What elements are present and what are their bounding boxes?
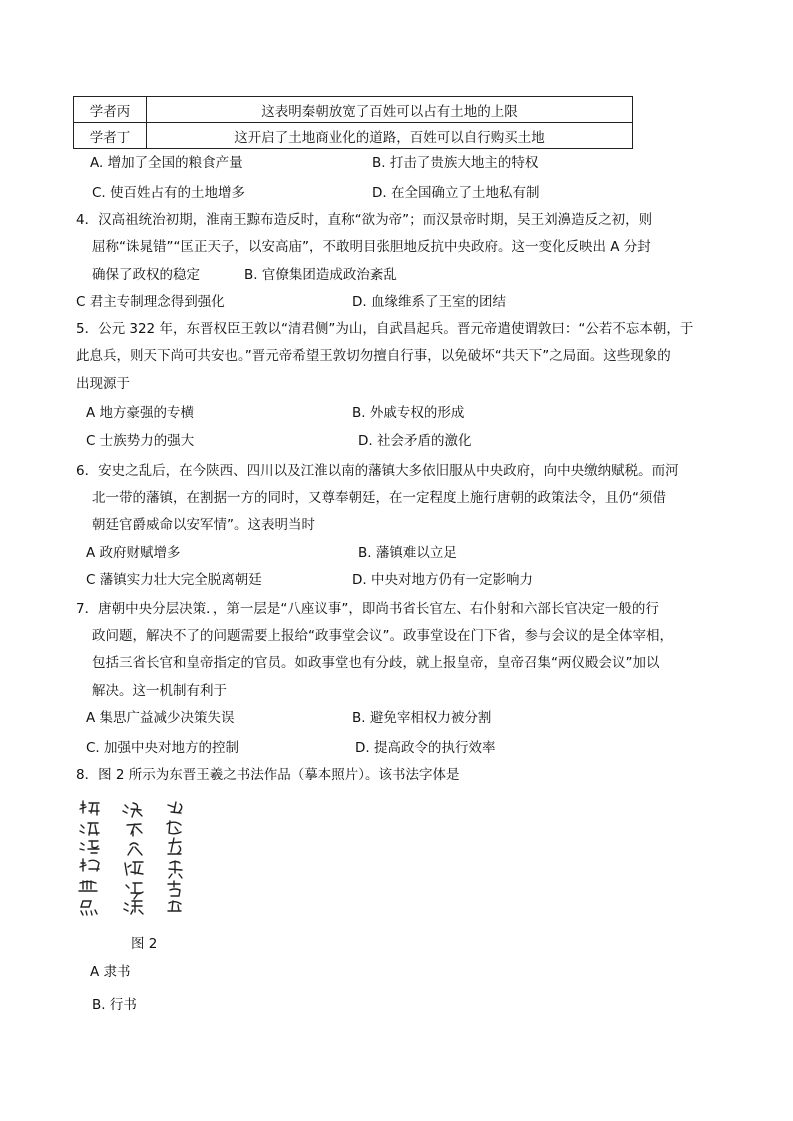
q6-option-a: A 政府财赋增多 xyxy=(86,545,181,561)
q3-option-d: D. 在全国确立了土地私有制 xyxy=(372,185,540,201)
q8-option-a: A 隶书 xyxy=(90,964,131,980)
q5-option-b: B. 外戚专权的形成 xyxy=(352,405,465,421)
q6-stem-line-2: 北一带的藩镇，在割据一方的同时，又尊奉朝廷，在一定程度上施行唐朝的政策法令，且仍“须借 xyxy=(92,490,666,506)
q3-option-c: C. 使百姓占有的土地增多 xyxy=(92,185,246,201)
calligraphy-brush-strokes xyxy=(75,797,195,919)
calligraphy-figure-image xyxy=(75,797,195,919)
q7-option-d: D. 提高政令的执行效率 xyxy=(355,740,496,756)
q7-stem-line-2: 政问题，解决不了的问题需要上报给“政事堂会议”。政事堂设在门下省，参与会议的是全体宰相， xyxy=(92,628,673,644)
q4-option-a-cont: 确保了政权的稳定 xyxy=(92,267,200,283)
q7-option-b: B. 避免宰相权力被分割 xyxy=(352,710,492,726)
scholar-name: 学者丁 xyxy=(74,123,147,149)
q4-stem-line-2: 屈称“诛晁错”“匡正天子，以安高庙”，不敢明目张胆地反抗中央政府。这一变化反映出 A 分封 xyxy=(92,239,651,255)
q6-option-b: B. 藩镇难以立足 xyxy=(358,545,457,561)
q5-option-c: C 士族势力的强大 xyxy=(86,433,195,449)
q7-option-c: C. 加强中央对地方的控制 xyxy=(86,740,240,756)
q5-option-d: D. 社会矛盾的激化 xyxy=(358,433,472,449)
q8-stem: 8．图 2 所示为东晋王羲之书法作品（摹本照片）。该书法字体是 xyxy=(76,767,460,783)
q7-stem-line-4: 解决。这一机制有利于 xyxy=(92,683,227,699)
scholar-name: 学者丙 xyxy=(74,97,147,123)
q5-stem-line-2: 此息兵，则天下尚可共安也。”晋元帝希望王敦切勿擅自行事，以免破坏“共天下”之局面。这些现象的 xyxy=(76,348,671,364)
q7-stem-line-3: 包括三省长官和皇帝指定的官员。如政事堂也有分歧，就上报皇帝，皇帝召集“两仪殿会议”加以 xyxy=(92,655,660,671)
q6-stem-line-3: 朝廷官爵威命以安军情”。这表明当时 xyxy=(92,517,315,533)
table-row xyxy=(74,123,633,149)
q6-option-c: C 藩镇实力壮大完全脱离朝廷 xyxy=(86,572,262,588)
q3-option-b: B. 打击了贵族大地主的特权 xyxy=(372,155,539,171)
q7-stem-line-1: 7．唐朝中央分层决策．，第一层是“八座议事”，即尚书省长官左、右仆射和六部长官决定一般的行 xyxy=(76,601,659,617)
q3-option-a: A. 增加了全国的粮食产量 xyxy=(90,155,243,171)
q6-option-d: D. 中央对地方仍有一定影响力 xyxy=(352,572,533,588)
q7-option-a: A 集思广益减少决策失误 xyxy=(86,710,235,726)
q4-stem-line-1: 4．汉高祖统治初期，淮南王黥布造反时，直称“欲为帝”；而汉景帝时期，吴王刘濞造反之初，则 xyxy=(76,212,653,228)
q4-option-c: C 君主专制理念得到强化 xyxy=(76,294,225,310)
q8-option-b: B. 行书 xyxy=(92,997,137,1013)
q4-option-b: B. 官僚集团造成政治紊乱 xyxy=(244,267,397,283)
q4-option-d: D. 血缘维系了王室的团结 xyxy=(352,294,506,310)
q5-stem-line-1: 5．公元 322 年，东晋权臣王敦以“清君侧”为山，自武昌起兵。晋元帝遣使谓敦曰：“公若不忘本朝，于 xyxy=(76,321,694,337)
figure-caption: 图 2 xyxy=(131,936,158,952)
q5-option-a: A 地方豪强的专横 xyxy=(86,405,195,421)
scholar-opinion: 这开启了土地商业化的道路，百姓可以自行购买土地 xyxy=(147,123,633,149)
scholar-opinions-table xyxy=(73,96,633,149)
q6-stem-line-1: 6．安史之乱后，在今陕西、四川以及江淮以南的藩镇大多依旧服从中央政府，向中央缴纳赋税。而河 xyxy=(76,463,679,479)
scholar-opinion: 这表明秦朝放宽了百姓可以占有土地的上限 xyxy=(147,97,633,123)
q5-stem-line-3: 出现源于 xyxy=(76,376,130,392)
table-row xyxy=(74,97,633,123)
